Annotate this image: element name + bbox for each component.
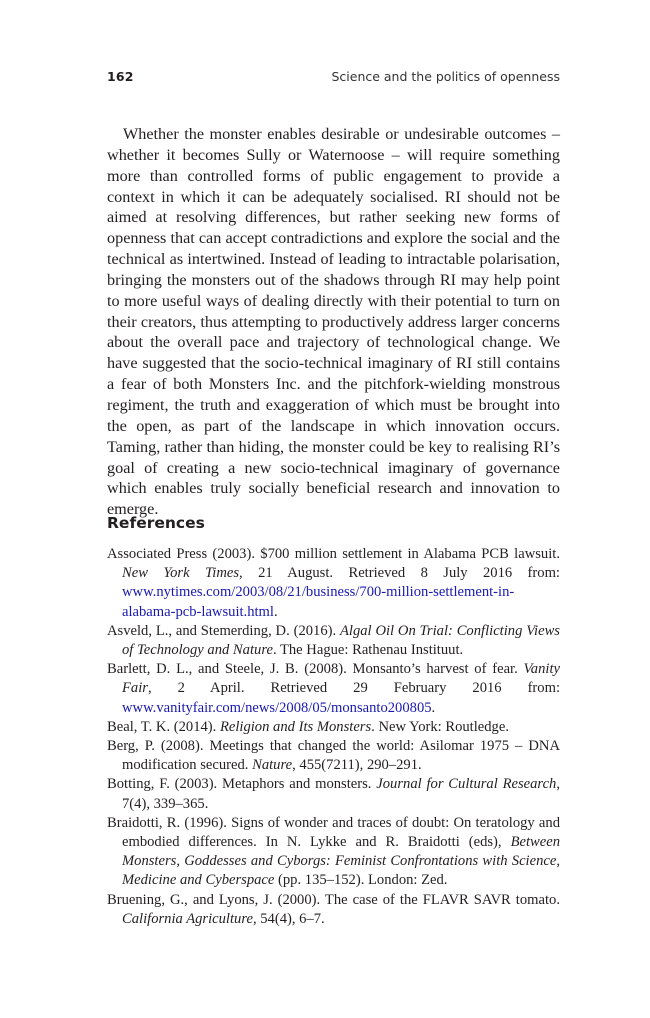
body-paragraph: Whether the monster enables desirable or undesirable outcomes – whether it becomes Sully or Waternoose – will require something more than controlled forms of public engagement to provide a context in which it can be adequately socialised. RI should not be aimed at resolving differences, but rather seeking new forms of openness that can accept contradictions and explore the social and the technical as intertwined. Instead of leading to intractable polarisation, bringing the monsters out of the shadows through RI may help point to more useful ways of dealing directly with their potential to turn on their creators, thus attempting to productively address larger concerns about the overall pace and trajectory of technological change. We have suggested that the socio-technical imaginary of RI still contains a fear of both Monsters Inc. and the pitchfork-wielding monstrous regiment, the truth and exaggeration of which must be brought into the open, as part of the landscape in which innovation occurs. Taming, rather than hiding, the monster could be key to realising RI’s goal of creating a new socio-technical imaginary of governance which enables truly socially beneficial research and innovation to emerge. <box>107 125 560 519</box>
ref-text: Barlett, D. L., and Steele, J. B. (2008). Monsanto’s harvest of fear. <box>107 661 524 678</box>
ref-title: Vanity Fair <box>122 661 560 697</box>
reference-item <box>107 775 560 813</box>
ref-text: , 2 April. Retrieved 29 February 2016 from: <box>147 680 560 697</box>
ref-text: . <box>431 699 436 716</box>
reference-list <box>107 545 560 929</box>
ref-text: Braidotti, R. (1996). Signs of wonder and traces of doubt: On teratology and embodied differences. In N. Lykke and R. Braidotti (eds), <box>107 814 560 851</box>
ref-text: , 455(7211), 290–291. <box>292 757 422 774</box>
ref-title: Algal Oil On Trial: Conflicting Views of Technology and Nature <box>122 622 560 659</box>
ref-text: Associated Press (2003). $700 million settlement in Alabama PCB lawsuit. <box>107 546 560 562</box>
ref-title: Nature <box>252 757 293 774</box>
reference-item <box>107 737 560 775</box>
ref-text: Berg, P. (2008). Meetings that changed the world: Asilomar 1975 – DNA modification secured. <box>107 738 560 774</box>
ref-text: . <box>273 603 278 620</box>
ref-text: , 21 August. Retrieved 8 July 2016 from: <box>239 565 560 582</box>
ref-text: . New York: Routledge. <box>371 718 509 735</box>
page-number: 162 <box>107 69 134 84</box>
ref-link[interactable]: www.vanityfair.com/news/2008/05/monsanto200805 <box>122 699 432 716</box>
ref-text: Botting, F. (2003). Metaphors and monsters. <box>107 776 377 793</box>
ref-title: California Agriculture <box>122 910 253 927</box>
ref-title: New York Times <box>122 565 240 582</box>
ref-text: . The Hague: Rathenau Instituut. <box>272 642 464 659</box>
ref-text: Asveld, L., and Stemerding, D. (2016). <box>107 622 340 639</box>
reference-item <box>107 718 560 737</box>
ref-text: Beal, T. K. (2014). <box>107 718 220 735</box>
ref-text: , 7(4), 339–365. <box>122 776 560 812</box>
ref-text: , 54(4), 6–7. <box>252 910 325 927</box>
reference-item <box>107 660 560 718</box>
ref-title: Religion and Its Monsters <box>219 718 372 735</box>
running-head: Science and the politics of openness <box>331 69 560 84</box>
reference-item <box>107 622 560 660</box>
reference-item <box>107 814 560 891</box>
ref-title: Between Monsters, Goddesses and Cyborgs: Feminist Confrontations with Science, Medicine and Cyberspace <box>122 834 560 889</box>
references-heading: References <box>107 514 205 532</box>
ref-text: (pp. 135–152). London: Zed. <box>274 872 448 889</box>
reference-item <box>107 545 560 622</box>
ref-link[interactable]: www.nytimes.com/2003/08/21/business/700-million-settlement-in-alabama-pcb-lawsuit.html <box>122 584 515 620</box>
reference-item <box>107 891 560 929</box>
page-header <box>107 69 560 87</box>
ref-text: Bruening, G., and Lyons, J. (2000). The case of the FLAVR SAVR tomato. <box>107 891 560 908</box>
ref-title: Journal for Cultural Research <box>376 776 557 793</box>
